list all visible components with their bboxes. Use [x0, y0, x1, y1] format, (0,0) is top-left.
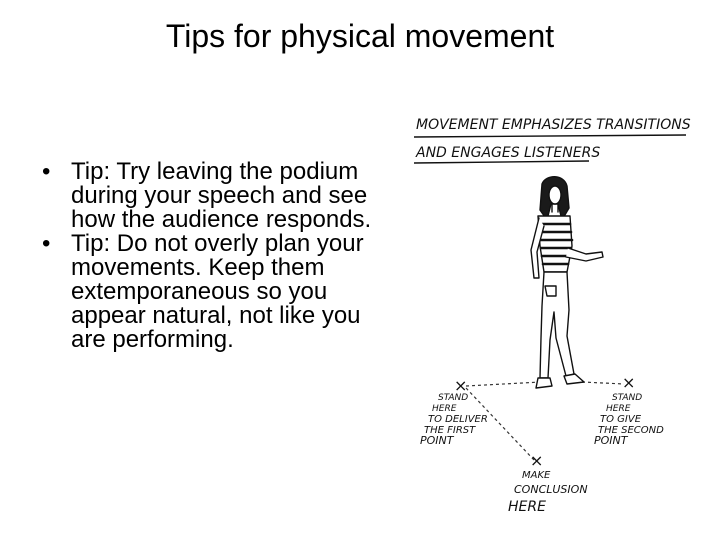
bullet-marker: • [42, 158, 51, 185]
slide-title: Tips for physical movement [165, 18, 555, 54]
spot-label-line: THE SECOND [598, 425, 664, 436]
spot-label-line: HERE [606, 404, 631, 414]
figure-right-arm [566, 248, 603, 261]
spot-mark: × [530, 451, 544, 470]
spot-label-line: TO GIVE [600, 414, 642, 425]
spot-label-line: THE FIRST [424, 425, 476, 436]
bullet-text: Tip: Do not overly plan your movements. Keep them extemporaneous so you appear natural, not like you are performing. [71, 230, 364, 353]
figure-left-shoe [536, 378, 552, 388]
spot-label-line: CONCLUSION [514, 483, 588, 496]
spot-mark: × [454, 376, 468, 395]
spot-label-line: MAKE [522, 470, 551, 481]
spot-label-line: HERE [508, 499, 546, 515]
spot-label-line: HERE [432, 404, 457, 414]
spot-label-line: POINT [594, 434, 628, 447]
caption-line-2: AND ENGAGES LISTENERS [416, 145, 601, 161]
spot-label-line: TO DELIVER [428, 414, 488, 425]
spot-second-point [594, 373, 664, 447]
path-segment-right [582, 382, 624, 384]
spot-mark: × [622, 373, 636, 392]
path-segment-left [466, 382, 541, 386]
spot-conclusion [508, 451, 588, 515]
bullet-list [32, 160, 372, 352]
cartoon-caption [414, 117, 691, 163]
figure-head [549, 186, 561, 204]
figure-neck [552, 204, 558, 212]
bullet-marker: • [42, 230, 51, 257]
spot-label-line: STAND [612, 393, 643, 403]
caption-underline-1 [414, 135, 686, 137]
bullet-text: Tip: Try leaving the podium during your speech and see how the audience responds. [71, 158, 372, 233]
caption-underline-2 [414, 161, 589, 163]
bullet-item-1 [32, 160, 372, 232]
speaker-figure [531, 177, 603, 388]
figure-right-shoe [564, 374, 584, 384]
speaker-movement-illustration [386, 100, 706, 530]
spot-first-point [420, 376, 488, 447]
caption-line-1: MOVEMENT EMPHASIZES TRANSITIONS [416, 117, 691, 133]
spot-label-line: POINT [420, 434, 454, 447]
bullet-item-2 [32, 232, 372, 352]
spot-label-line: STAND [438, 393, 469, 403]
